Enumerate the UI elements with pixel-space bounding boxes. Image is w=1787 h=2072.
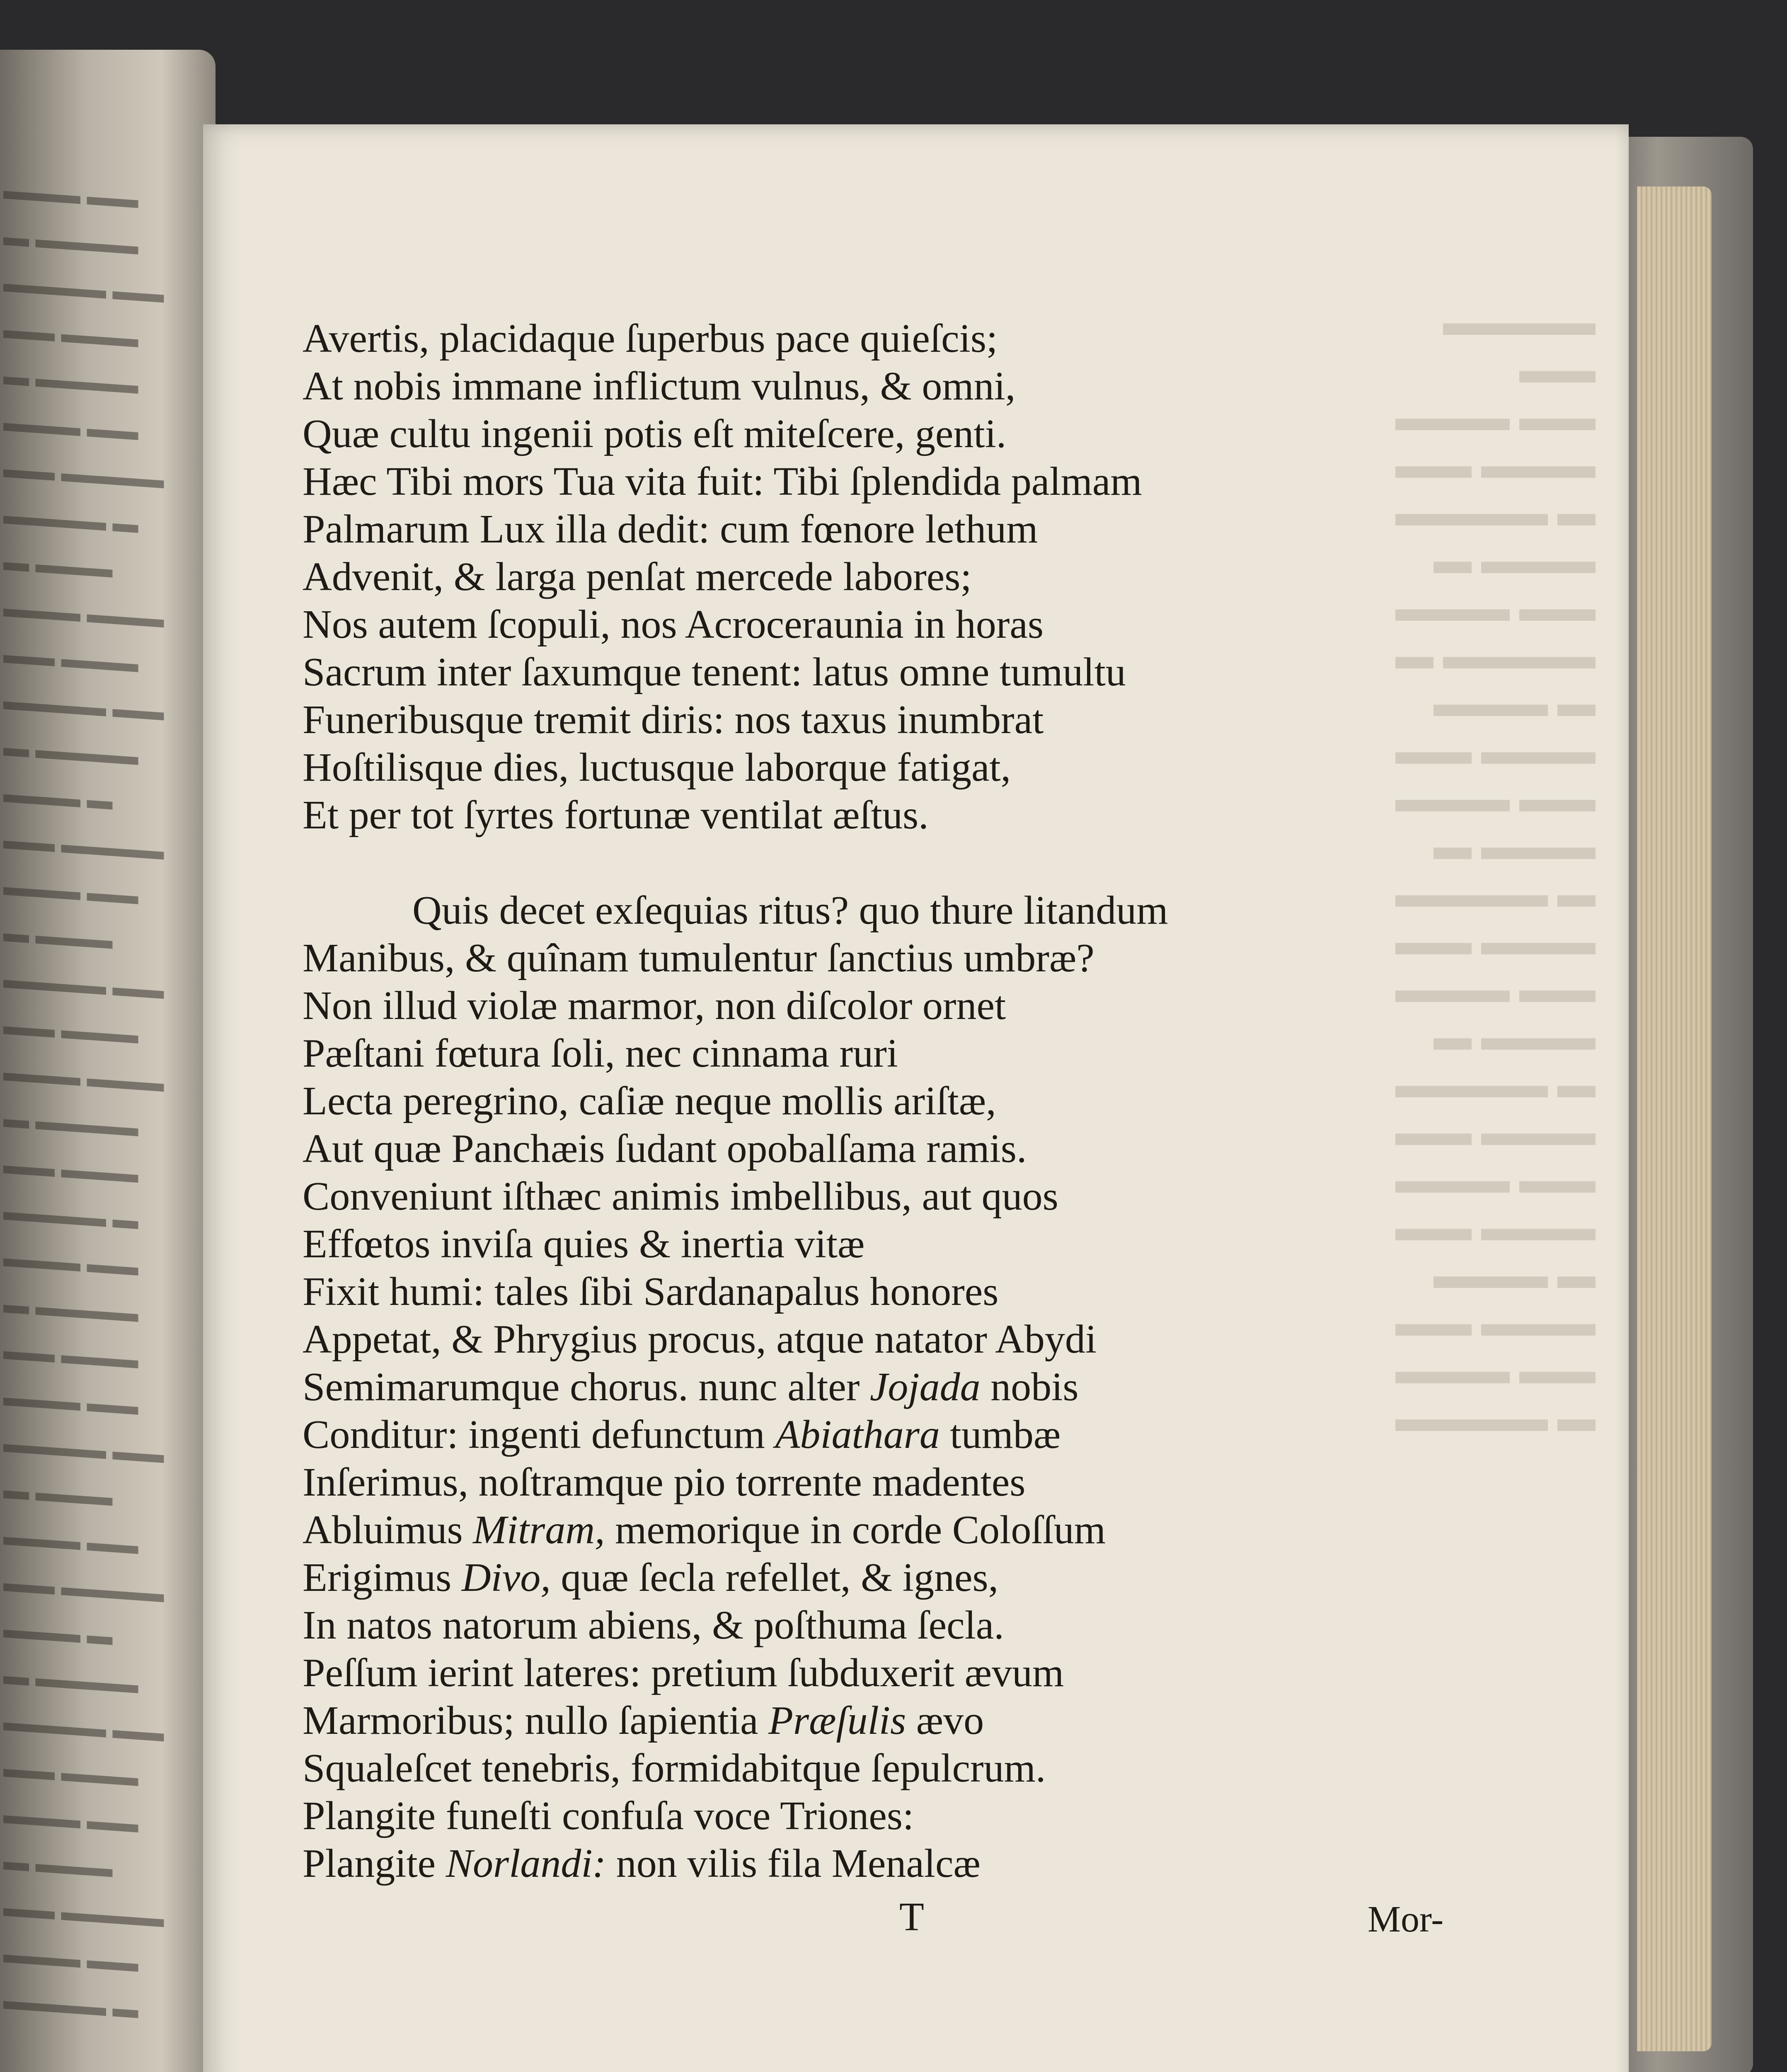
verse-line: Inſerimus, noſtramque pio torrente madentes [303, 1460, 1026, 1505]
verse-segment: ævo [916, 1698, 984, 1743]
signature-mark: T [899, 1895, 924, 1939]
stanza-break [303, 839, 1546, 887]
verse-line: Effœtos inviſa quies & inertia vitæ [303, 1222, 865, 1266]
catchword: Mor- [1368, 1899, 1444, 1940]
italic-name: Divo, [461, 1555, 551, 1600]
verse-line [303, 1363, 1546, 1411]
verse-segment: nobis [990, 1365, 1079, 1409]
verse-line [303, 1840, 1546, 1888]
verse-line: Non illud violæ marmor, non diſcolor ornet [303, 983, 1006, 1028]
verse-line: At nobis immane inflictum vulnus, & omni, [303, 364, 1016, 409]
show-through-text: ▬▬▬▬ ▬▬ ▬▬ ▬▬▬ ▬▬▬ ▬▬ ▬ ▬▬▬▬ ▬▬▬ ▬ ▬▬ ▬▬▬ ▬▬▬▬ ▬ ▬ ▬▬▬ ▬▬▬ ▬▬ ▬▬ ▬▬▬ ▬▬▬ ▬ ▬ ▬▬▬▬ ▬▬▬ ▬▬ ▬▬ ▬▬▬ ▬▬▬ ▬ ▬ ▬▬▬▬ ▬▬▬ ▬▬ ▬▬ ▬▬▬ ▬▬▬ ▬▬ ▬ ▬▬▬ ▬▬▬ ▬▬ ▬▬ ▬▬▬ ▬ ▬▬▬▬ [1395, 301, 1596, 1439]
verse-segment: non vilis fila Menalcæ [616, 1841, 981, 1886]
verse-line: Hæc Tibi mors Tua vita fuit: Tibi ſplendida palmam [303, 459, 1142, 504]
verse-segment: quæ ſecla refellet, & ignes, [561, 1555, 999, 1600]
verse-line: Appetat, & Phrygius procus, atque natator Abydi [303, 1317, 1097, 1362]
verse-line: Advenit, & larga penſat mercede labores; [303, 554, 972, 599]
verse-line: Quæ cultu ingenii potis eſt miteſcere, genti. [303, 411, 1007, 456]
verse-line [303, 1506, 1546, 1554]
verse-line: Manibus, & quînam tumulentur ſanctius umbræ? [303, 936, 1094, 980]
verse-line: Squaleſcet tenebris, formidabitque ſepulcrum. [303, 1746, 1046, 1791]
verse-segment: Marmoribus; nullo ſapientia [303, 1698, 758, 1743]
verse-line: Pæſtani fœtura ſoli, nec cinnama ruri [303, 1031, 898, 1076]
verse-line [303, 1554, 1546, 1602]
verse-line [303, 1697, 1546, 1745]
verse-line: Avertis, placidaque ſuperbus pace quieſcis; [303, 316, 998, 361]
verse-segment: Abluimus [303, 1508, 463, 1552]
verse-segment: Conditur: ingenti defunctum [303, 1412, 765, 1457]
verse-line: Fixit humi: tales ſibi Sardanapalus honores [303, 1269, 999, 1314]
verse-segment: Semimarumque chorus. nunc alter [303, 1365, 860, 1409]
verse-line: In natos natorum abiens, & poſthuma ſecla. [303, 1603, 1004, 1648]
verse-segment: memorique in corde Coloſſum [615, 1508, 1106, 1552]
verse-line: Peſſum ierint lateres: pretium ſubduxerit ævum [303, 1651, 1064, 1695]
verse-segment: tumbæ [950, 1412, 1061, 1457]
verse-line: Hoſtilisque dies, luctusque laborque fatigat, [303, 745, 1011, 790]
verse-line: Et per tot ſyrtes fortunæ ventilat æſtus. [303, 793, 929, 838]
verse-line: Sacrum inter ſaxumque tenent: latus omne tumultu [303, 650, 1126, 695]
italic-name: Præſulis [768, 1698, 906, 1743]
page-edges [1637, 186, 1712, 2051]
verse-line: Aut quæ Panchæis ſudant opobalſama ramis. [303, 1126, 1027, 1171]
verse-line: Lecta peregrino, caſiæ neque mollis ariſtæ, [303, 1079, 996, 1123]
facing-left-page [0, 50, 216, 2072]
italic-name: Norlandi: [446, 1841, 606, 1886]
verse-line: Plangite funeſti confuſa voce Triones: [303, 1794, 914, 1838]
verse-segment: Plangite [303, 1841, 436, 1886]
italic-name: Mitram, [473, 1508, 605, 1552]
verse-line: Nos autem ſcopuli, nos Acroceraunia in horas [303, 602, 1044, 647]
verse-line: Conveniunt iſthæc animis imbellibus, aut quos [303, 1174, 1058, 1219]
poem-text [303, 315, 1546, 1888]
verse-line: Quis decet exſequias ritus? quo thure litandum [412, 888, 1168, 933]
italic-name: Jojada [869, 1365, 981, 1409]
verse-line: Palmarum Lux illa dedit: cum fœnore lethum [303, 507, 1038, 552]
left-page-bleed-text: ▬▬▬ ▬▬ ▬ ▬▬▬▬ ▬▬▬▬ ▬▬ ▬▬ ▬▬▬ ▬ ▬▬▬▬ ▬▬▬ ▬▬ ▬▬ ▬▬▬▬ ▬▬▬▬ ▬ ▬ ▬▬▬ ▬▬▬ ▬▬▬ ▬▬ ▬▬▬ ▬▬▬▬ ▬▬ ▬ ▬▬▬▬ ▬▬▬ ▬ ▬▬ ▬▬▬▬ ▬▬▬ ▬▬ ▬ ▬▬▬ ▬▬▬▬ ▬▬ ▬▬ ▬▬▬ ▬▬▬ ▬▬▬ ▬ ▬▬▬▬ ▬▬ ▬▬▬ ▬▬▬▬ ▬ ▬▬▬ ▬▬ ▬ ▬▬▬▬ ▬▬ ▬▬▬ ▬▬▬ ▬▬ ▬▬▬▬ ▬▬ ▬ ▬▬▬ ▬▬▬ ▬▬ ▬▬ ▬▬▬▬ ▬▬▬ ▬ ▬ ▬▬▬▬ ▬▬▬▬ ▬▬ ▬▬ ▬▬▬ ▬▬▬ ▬▬ ▬ ▬▬▬ ▬▬ ▬▬▬▬ ▬▬▬ ▬▬ ▬▬▬▬ ▬ [3, 176, 164, 2024]
verse-line: Funeribusque tremit diris: nos taxus inumbrat [303, 697, 1044, 742]
italic-name: Abiathara [775, 1412, 940, 1457]
verse-line [303, 1411, 1546, 1459]
verse-segment: Erigimus [303, 1555, 452, 1600]
